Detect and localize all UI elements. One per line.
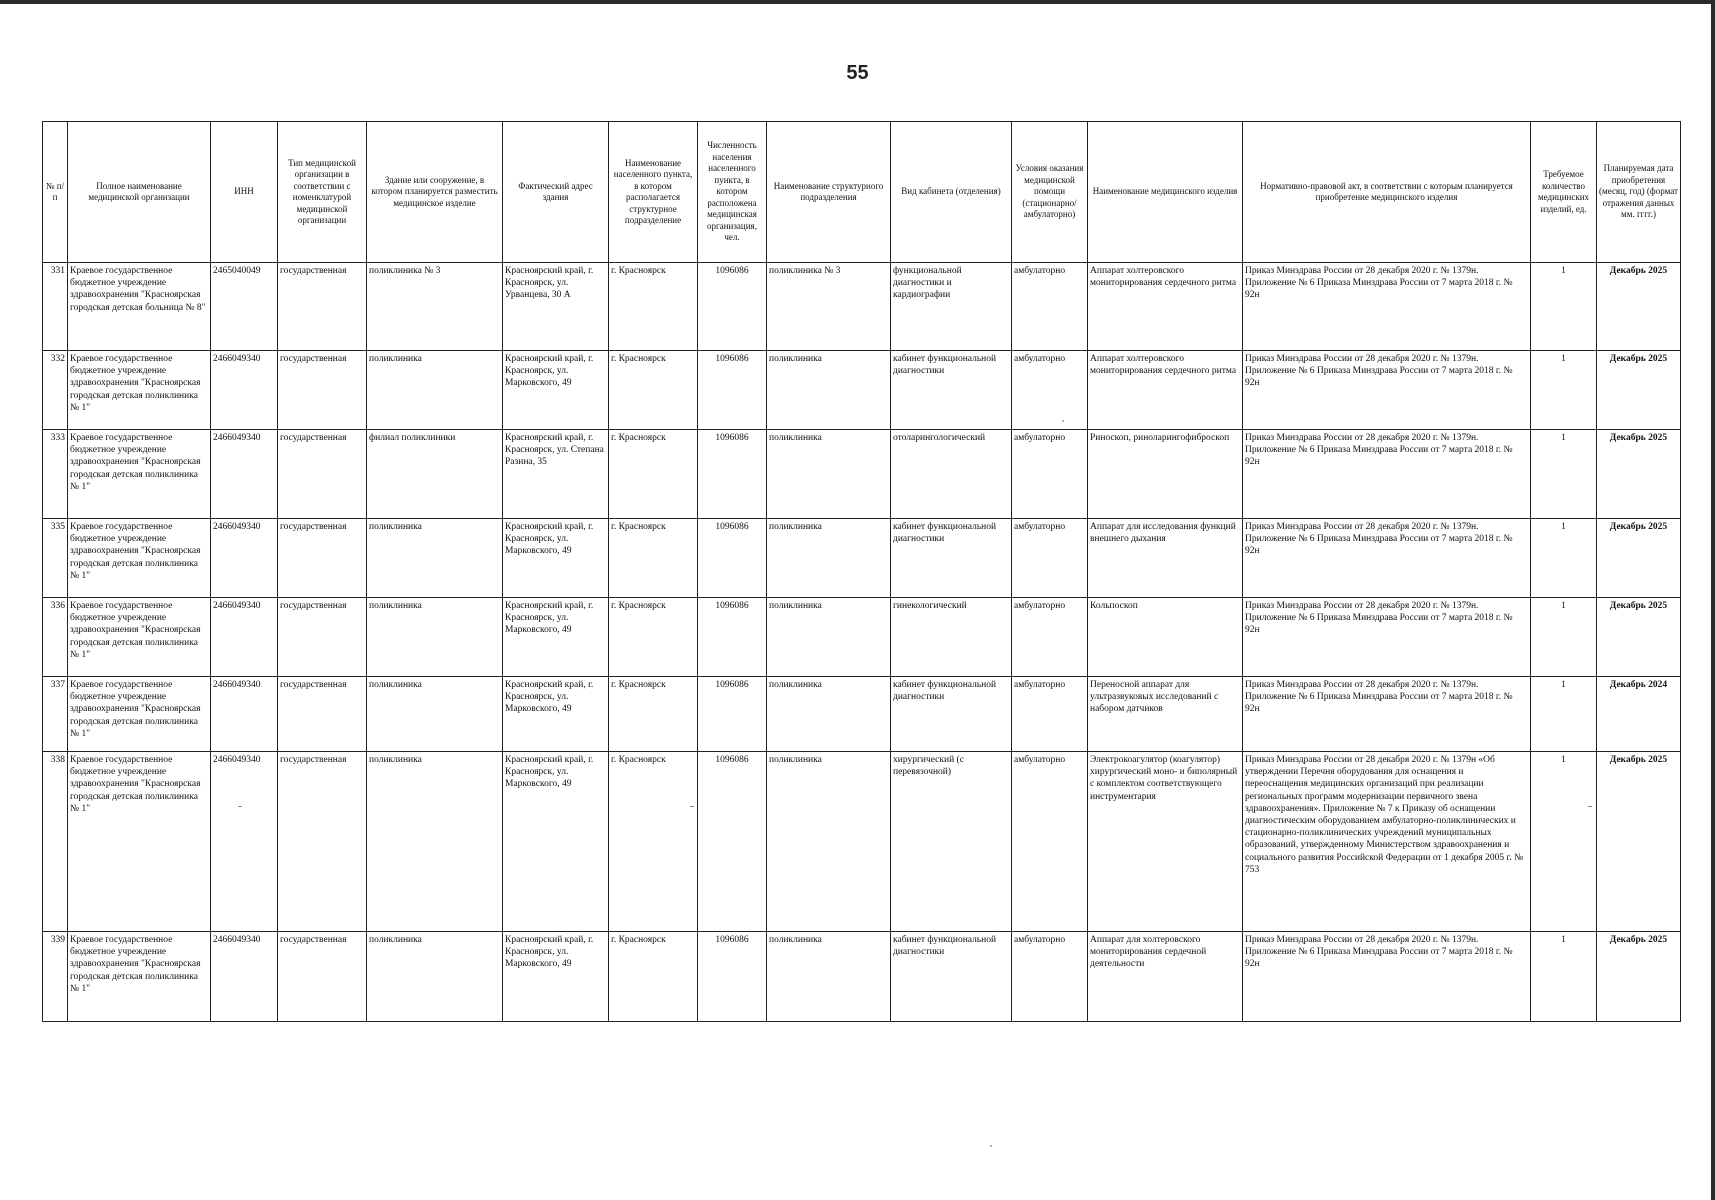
cell-conditions: амбулаторно [1012, 677, 1088, 752]
col-header-qty: Требуемое количество медицинских изделий, ед. [1531, 122, 1597, 263]
cell-cabinet: кабинет функциональной диагностики [891, 519, 1012, 598]
col-header-org: Полное наименование медицинской организации [68, 122, 211, 263]
cell-type: государственная [278, 351, 367, 430]
cell-org: Краевое государственное бюджетное учреждение здравоохранения "Красноярская городская детская поликлиника № 1" [68, 598, 211, 677]
cell-type: государственная [278, 677, 367, 752]
cell-device: Электрокоагулятор (коагулятор) хирургический моно- и биполярный с комплектом соответствующего инструментария [1088, 752, 1243, 932]
cell-date: Декабрь 2025 [1597, 598, 1681, 677]
cell-building: поликлиника № 3 [367, 263, 503, 351]
cell-cabinet: кабинет функциональной диагностики [891, 932, 1012, 1022]
cell-act: Приказ Минздрава России от 28 декабря 2020 г. № 1379н. Приложение № 6 Приказа Минздрава России от 7 марта 2018 г. № 92н [1243, 677, 1531, 752]
cell-building: поликлиника [367, 677, 503, 752]
cell-population: 1096086 [698, 519, 767, 598]
table-row [43, 677, 1681, 752]
cell-no: 338 [43, 752, 68, 932]
cell-cabinet: кабинет функциональной диагностики [891, 677, 1012, 752]
cell-population: 1096086 [698, 351, 767, 430]
cell-population: 1096086 [698, 430, 767, 519]
cell-type: государственная [278, 932, 367, 1022]
col-header-locality: Наименование населенного пункта, в котором располагается структурное подразделение [609, 122, 698, 263]
cell-date: Декабрь 2025 [1597, 932, 1681, 1022]
col-header-date: Планируемая дата приобретения (месяц, год) (формат отражения данных мм. гггг.) [1597, 122, 1681, 263]
cell-type: государственная [278, 752, 367, 932]
cell-act: Приказ Минздрава России от 28 декабря 2020 г. № 1379н. Приложение № 6 Приказа Минздрава России от 7 марта 2018 г. № 92н [1243, 932, 1531, 1022]
cell-org: Краевое государственное бюджетное учреждение здравоохранения "Красноярская городская детская поликлиника № 1" [68, 351, 211, 430]
cell-date: Декабрь 2025 [1597, 351, 1681, 430]
cell-subdivision: поликлиника [767, 519, 891, 598]
cell-locality: г. Красноярск [609, 932, 698, 1022]
table-row [43, 351, 1681, 430]
cell-subdivision: поликлиника [767, 752, 891, 932]
cell-cabinet: кабинет функциональной диагностики [891, 351, 1012, 430]
cell-inn: 2465040049 [211, 263, 278, 351]
scan-speck [1062, 420, 1064, 422]
cell-population: 1096086 [698, 752, 767, 932]
cell-date: Декабрь 2025 [1597, 263, 1681, 351]
cell-cabinet: функциональной диагностики и кардиографии [891, 263, 1012, 351]
cell-population: 1096086 [698, 932, 767, 1022]
cell-qty: 1 [1531, 932, 1597, 1022]
cell-address: Красноярский край, г. Красноярск, ул. Марковского, 49 [503, 932, 609, 1022]
cell-inn: 2466049340 [211, 932, 278, 1022]
cell-org: Краевое государственное бюджетное учреждение здравоохранения "Красноярская городская детская больница № 8" [68, 263, 211, 351]
col-header-population: Численность населения населенного пункта, в котором расположена медицинская организация, чел. [698, 122, 767, 263]
cell-locality: г. Красноярск [609, 677, 698, 752]
scan-speck [690, 806, 694, 807]
equipment-registry-table [42, 121, 1681, 1022]
cell-no: 339 [43, 932, 68, 1022]
table-header-row [43, 122, 1681, 263]
cell-device: Аппарат холтеровского мониторирования сердечного ритма [1088, 263, 1243, 351]
cell-subdivision: поликлиника [767, 430, 891, 519]
cell-address: Красноярский край, г. Красноярск, ул. Марковского, 49 [503, 752, 609, 932]
table-row [43, 263, 1681, 351]
cell-no: 331 [43, 263, 68, 351]
page-number: 55 [846, 62, 869, 84]
cell-type: государственная [278, 598, 367, 677]
cell-subdivision: поликлиника [767, 932, 891, 1022]
cell-locality: г. Красноярск [609, 752, 698, 932]
cell-population: 1096086 [698, 263, 767, 351]
cell-inn: 2466049340 [211, 430, 278, 519]
table-row [43, 430, 1681, 519]
cell-device: Аппарат для холтеровского мониторирования сердечной деятельности [1088, 932, 1243, 1022]
col-header-device: Наименование медицинского изделия [1088, 122, 1243, 263]
cell-inn: 2466049340 [211, 351, 278, 430]
cell-locality: г. Красноярск [609, 263, 698, 351]
cell-qty: 1 [1531, 351, 1597, 430]
cell-date: Декабрь 2025 [1597, 519, 1681, 598]
table-row [43, 932, 1681, 1022]
col-header-act: Нормативно-правовой акт, в соответствии с которым планируется приобретение медицинского изделия [1243, 122, 1531, 263]
col-header-building: Здание или сооружение, в котором планируется разместить медицинское изделие [367, 122, 503, 263]
cell-inn: 2466049340 [211, 519, 278, 598]
scan-speck [1588, 806, 1592, 807]
cell-conditions: амбулаторно [1012, 932, 1088, 1022]
cell-address: Красноярский край, г. Красноярск, ул. Марковского, 49 [503, 519, 609, 598]
cell-conditions: амбулаторно [1012, 519, 1088, 598]
cell-conditions: амбулаторно [1012, 430, 1088, 519]
cell-no: 336 [43, 598, 68, 677]
cell-device: Аппарат для исследования функций внешнего дыхания [1088, 519, 1243, 598]
cell-device: Риноскоп, риноларингофиброскоп [1088, 430, 1243, 519]
scan-right-border [1711, 0, 1715, 1200]
table-row [43, 598, 1681, 677]
cell-date: Декабрь 2024 [1597, 677, 1681, 752]
cell-org: Краевое государственное бюджетное учреждение здравоохранения "Красноярская городская детская поликлиника № 1" [68, 519, 211, 598]
cell-type: государственная [278, 519, 367, 598]
cell-org: Краевое государственное бюджетное учреждение здравоохранения "Красноярская городская детская поликлиника № 1" [68, 430, 211, 519]
cell-act: Приказ Минздрава России от 28 декабря 2020 г. № 1379н. Приложение № 6 Приказа Минздрава России от 7 марта 2018 г. № 92н [1243, 430, 1531, 519]
cell-locality: г. Красноярск [609, 598, 698, 677]
cell-qty: 1 [1531, 519, 1597, 598]
cell-no: 332 [43, 351, 68, 430]
cell-device: Кольпоскоп [1088, 598, 1243, 677]
cell-subdivision: поликлиника № 3 [767, 263, 891, 351]
cell-population: 1096086 [698, 677, 767, 752]
cell-conditions: амбулаторно [1012, 351, 1088, 430]
cell-inn: 2466049340 [211, 677, 278, 752]
cell-locality: г. Красноярск [609, 430, 698, 519]
cell-act: Приказ Минздрава России от 28 декабря 2020 г. № 1379н. Приложение № 6 Приказа Минздрава России от 7 марта 2018 г. № 92н [1243, 263, 1531, 351]
cell-no: 335 [43, 519, 68, 598]
cell-inn: 2466049340 [211, 598, 278, 677]
cell-conditions: амбулаторно [1012, 752, 1088, 932]
cell-date: Декабрь 2025 [1597, 752, 1681, 932]
cell-type: государственная [278, 430, 367, 519]
cell-device: Аппарат холтеровского мониторирования сердечного ритма [1088, 351, 1243, 430]
cell-date: Декабрь 2025 [1597, 430, 1681, 519]
cell-building: поликлиника [367, 752, 503, 932]
col-header-no: № п/п [43, 122, 68, 263]
cell-act: Приказ Минздрава России от 28 декабря 2020 г. № 1379н. Приложение № 6 Приказа Минздрава России от 7 марта 2018 г. № 92н [1243, 351, 1531, 430]
cell-building: поликлиника [367, 598, 503, 677]
cell-qty: 1 [1531, 263, 1597, 351]
cell-inn: 2466049340 [211, 752, 278, 932]
col-header-inn: ИНН [211, 122, 278, 263]
cell-no: 337 [43, 677, 68, 752]
cell-population: 1096086 [698, 598, 767, 677]
cell-org: Краевое государственное бюджетное учреждение здравоохранения "Красноярская городская детская поликлиника № 1" [68, 677, 211, 752]
cell-building: поликлиника [367, 519, 503, 598]
table-row [43, 519, 1681, 598]
scan-top-border [0, 0, 1715, 4]
cell-qty: 1 [1531, 677, 1597, 752]
cell-cabinet: отоларингологический [891, 430, 1012, 519]
cell-conditions: амбулаторно [1012, 263, 1088, 351]
cell-qty: 1 [1531, 752, 1597, 932]
cell-subdivision: поликлиника [767, 598, 891, 677]
cell-act: Приказ Минздрава России от 28 декабря 2020 г. № 1379н. Приложение № 6 Приказа Минздрава России от 7 марта 2018 г. № 92н [1243, 598, 1531, 677]
cell-subdivision: поликлиника [767, 351, 891, 430]
col-header-type: Тип медицинской организации в соответствии с номенклатурой медицинской организации [278, 122, 367, 263]
cell-building: поликлиника [367, 351, 503, 430]
cell-locality: г. Красноярск [609, 351, 698, 430]
cell-act: Приказ Минздрава России от 28 декабря 2020 г. № 1379н. Приложение № 6 Приказа Минздрава России от 7 марта 2018 г. № 92н [1243, 519, 1531, 598]
cell-address: Красноярский край, г. Красноярск, ул. Марковского, 49 [503, 598, 609, 677]
cell-address: Красноярский край, г. Красноярск, ул. Урванцева, 30 А [503, 263, 609, 351]
cell-type: государственная [278, 263, 367, 351]
cell-qty: 1 [1531, 598, 1597, 677]
col-header-conditions: Условия оказания медицинской помощи (стационарно/ амбулаторно) [1012, 122, 1088, 263]
cell-qty: 1 [1531, 430, 1597, 519]
cell-building: поликлиника [367, 932, 503, 1022]
cell-cabinet: хирургический (с перевязочной) [891, 752, 1012, 932]
cell-conditions: амбулаторно [1012, 598, 1088, 677]
scan-speck [238, 806, 242, 807]
cell-org: Краевое государственное бюджетное учреждение здравоохранения "Красноярская городская детская поликлиника № 1" [68, 932, 211, 1022]
col-header-cabinet: Вид кабинета (отделения) [891, 122, 1012, 263]
cell-address: Красноярский край, г. Красноярск, ул. Марковского, 49 [503, 351, 609, 430]
cell-locality: г. Красноярск [609, 519, 698, 598]
cell-building: филиал поликлиники [367, 430, 503, 519]
cell-address: Красноярский край, г. Красноярск, ул. Степана Разина, 35 [503, 430, 609, 519]
scan-speck [990, 1145, 992, 1147]
table-row [43, 752, 1681, 932]
cell-cabinet: гинекологический [891, 598, 1012, 677]
cell-org: Краевое государственное бюджетное учреждение здравоохранения "Красноярская городская детская поликлиника № 1" [68, 752, 211, 932]
cell-address: Красноярский край, г. Красноярск, ул. Марковского, 49 [503, 677, 609, 752]
cell-act: Приказ Минздрава России от 28 декабря 2020 г. № 1379н «Об утверждении Перечня оборудования для оснащения и переоснащения медицинских организаций при реализации региональных программ модернизации первичного звена здравоохранения». Приложение № 7 к Приказу об оснащении диагностическим оборудованием амбулаторно-поликлинических и стационарно-поликлинических учреждений муниципальных образований, утвержденному Министерством здравоохранения и социального развития Российской Федерации от 1 декабря 2005 г. № 753 [1243, 752, 1531, 932]
cell-no: 333 [43, 430, 68, 519]
col-header-address: Фактический адрес здания [503, 122, 609, 263]
cell-subdivision: поликлиника [767, 677, 891, 752]
cell-device: Переносной аппарат для ультразвуковых исследований с набором датчиков [1088, 677, 1243, 752]
col-header-subdivision: Наименование структурного подразделения [767, 122, 891, 263]
